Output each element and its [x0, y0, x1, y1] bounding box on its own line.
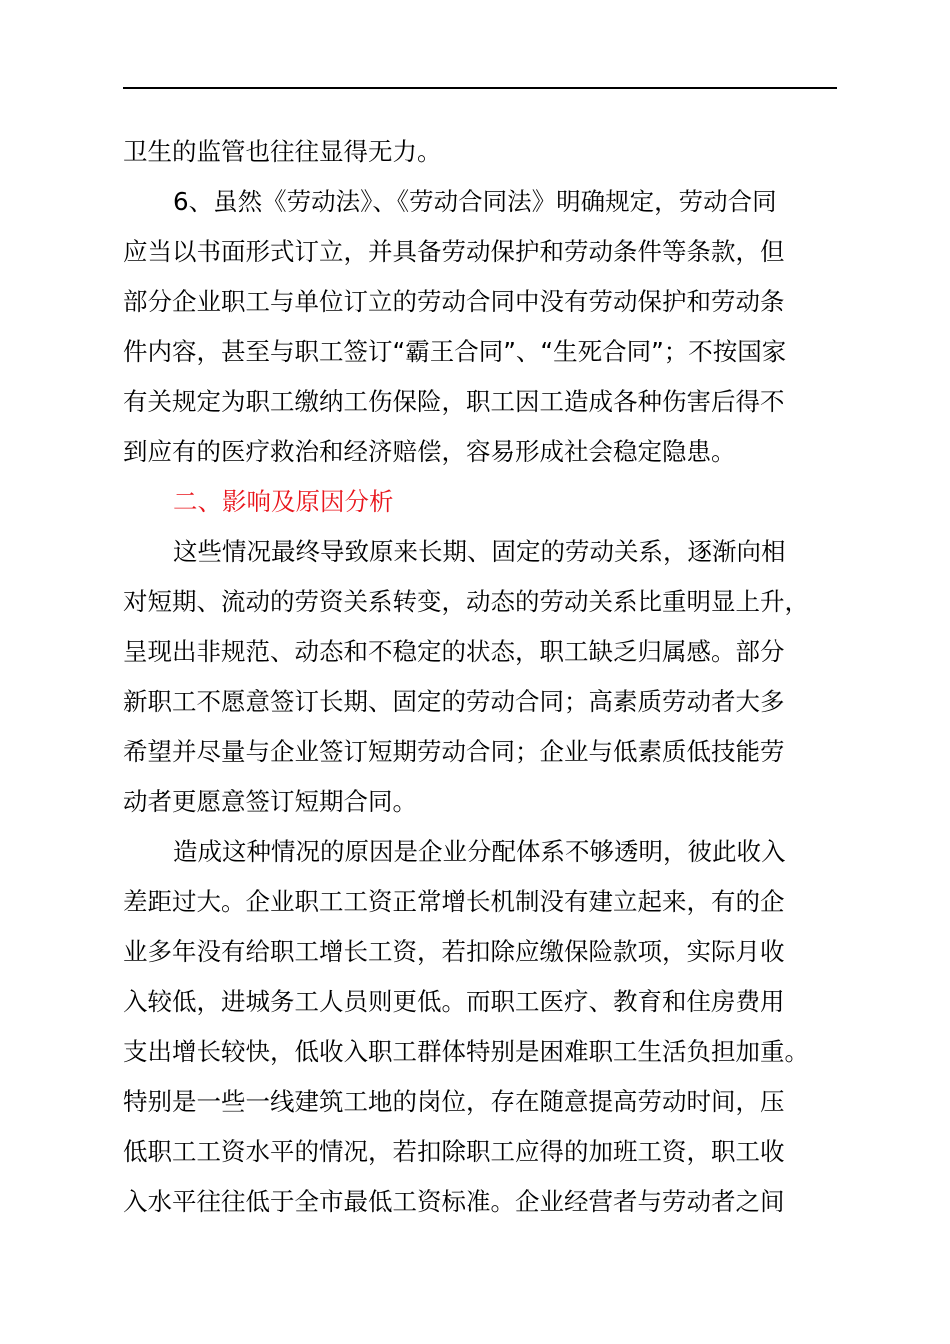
text-line: 呈现出非规范、动态和不稳定的状态，职工缺乏归属感。部分	[123, 637, 785, 666]
text-line: 动者更愿意签订短期合同。	[123, 787, 417, 816]
document-body	[123, 127, 837, 1227]
text-line: 支出增长较快，低收入职工群体特别是困难职工生活负担加重。	[123, 1037, 809, 1066]
text-line: 应当以书面形式订立，并具备劳动保护和劳动条件等条款，但	[123, 237, 785, 266]
text-line: 对短期、流动的劳资关系转变，动态的劳动关系比重明显上升，	[123, 587, 809, 616]
text-line: 到应有的医疗救治和经济赔偿，容易形成社会稳定隐患。	[123, 437, 736, 466]
header-rule	[123, 87, 837, 89]
text-line: 差距过大。企业职工工资正常增长机制没有建立起来，有的企	[123, 887, 785, 916]
paragraph-start-item-6: 6、虽然《劳动法》、《劳动合同法》明确规定，劳动合同	[173, 187, 777, 216]
paragraph-start: 这些情况最终导致原来长期、固定的劳动关系，逐渐向相	[173, 537, 786, 566]
text-line: 入水平往往低于全市最低工资标准。企业经营者与劳动者之间	[123, 1187, 785, 1216]
text-line: 低职工工资水平的情况，若扣除职工应得的加班工资，职工收	[123, 1137, 785, 1166]
text-line: 有关规定为职工缴纳工伤保险，职工因工造成各种伤害后得不	[123, 387, 785, 416]
paragraph-start: 造成这种情况的原因是企业分配体系不够透明，彼此收入	[173, 837, 786, 866]
text-line: 新职工不愿意签订长期、固定的劳动合同；高素质劳动者大多	[123, 687, 785, 716]
text-line: 件内容，甚至与职工签订“霸王合同”、“生死合同”；不按国家	[123, 337, 787, 366]
text-line: 卫生的监管也往往显得无力。	[123, 137, 442, 166]
text-line: 业多年没有给职工增长工资，若扣除应缴保险款项，实际月收	[123, 937, 785, 966]
text-line: 希望并尽量与企业签订短期劳动合同；企业与低素质低技能劳	[123, 737, 785, 766]
text-line: 部分企业职工与单位订立的劳动合同中没有劳动保护和劳动条	[123, 287, 785, 316]
text-line: 入较低，进城务工人员则更低。而职工医疗、教育和住房费用	[123, 987, 785, 1016]
section-heading: 二、影响及原因分析	[173, 487, 394, 516]
text-line: 特别是一些一线建筑工地的岗位，存在随意提高劳动时间，压	[123, 1087, 785, 1116]
